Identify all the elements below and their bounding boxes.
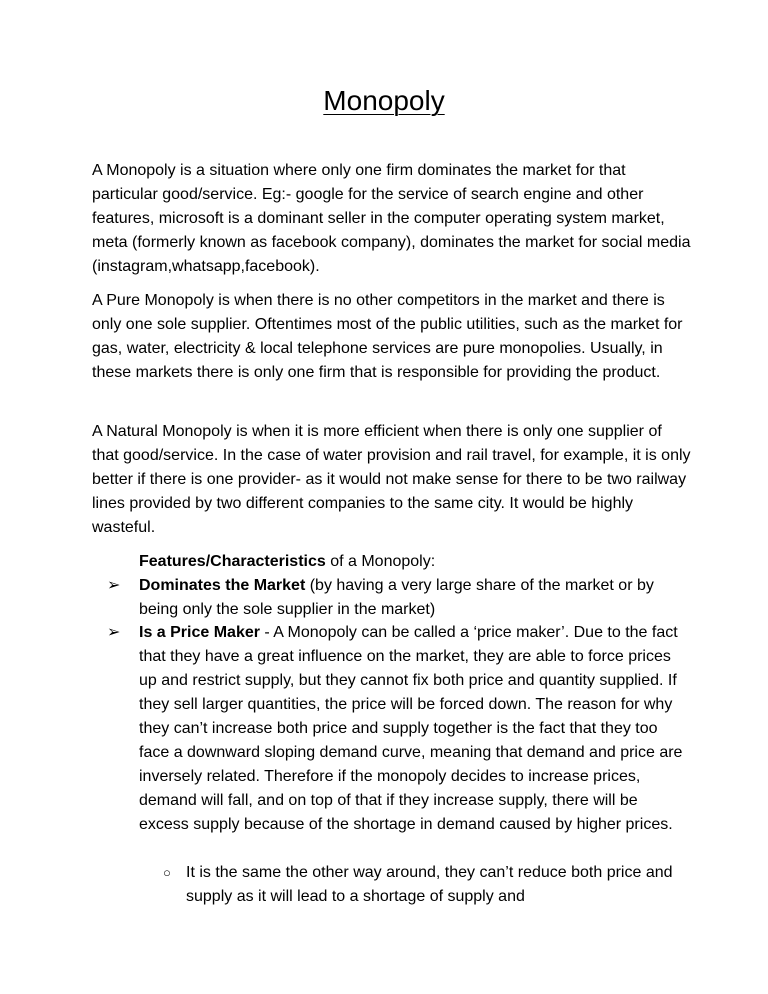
- circle-bullet-icon: ○: [163, 865, 171, 880]
- arrow-bullet-icon: ➢: [107, 624, 121, 641]
- list-item-bold: Is a Price Maker: [139, 624, 260, 641]
- features-heading-bold: Features/Characteristics: [139, 553, 326, 570]
- features-heading-rest: of a Monopoly:: [325, 553, 436, 570]
- arrow-bullet-icon: ➢: [107, 577, 121, 594]
- list-item-text: (by having a very large share of the market or by being only the sole supplier in the market): [139, 577, 654, 618]
- paragraph-pure-monopoly: A Pure Monopoly is when there is no other competitors in the market and there is only one sole supplier. Oftentimes most of the public utilities, such as the market for gas, water, electricity & local telephone services are pure monopolies. Usually, in these markets there is only one firm that is responsible for providing the product.: [92, 292, 683, 381]
- list-item-dominates-market: [139, 574, 691, 622]
- page-title: Monopoly: [323, 85, 445, 116]
- list-item-bold: Dominates the Market: [139, 577, 306, 594]
- list-item-price-maker: [139, 621, 691, 837]
- sub-list-item: It is the same the other way around, they can’t reduce both price and supply as it will lead to a shortage of supply and: [186, 864, 673, 905]
- features-heading: [139, 550, 699, 574]
- list-item-text: - A Monopoly can be called a ‘price maker’. Due to the fact that they have a great influence on the market, they are able to force prices up and restrict supply, but they cannot fix both price and quantity supplied. If they sell larger quantities, the price will be forced down. The reason for why they can’t increase both price and supply together is the fact that they too face a downward sloping demand curve, meaning that demand and price are inversely related. Therefore if the monopoly decides to increase prices, demand will fall, and on top of that if they increase supply, there will be excess supply because of the shortage in demand caused by higher prices.: [139, 624, 683, 833]
- paragraph-monopoly-definition: A Monopoly is a situation where only one firm dominates the market for that particular good/service. Eg:- google for the service of search engine and other features, microsoft is a dominant seller in the computer operating system market, meta (formerly known as facebook company), dominates the market for social media (instagram,whatsapp,facebook).: [92, 162, 691, 275]
- paragraph-natural-monopoly: A Natural Monopoly is when it is more efficient when there is only one supplier of that good/service. In the case of water provision and rail travel, for example, it is only better if there is one provider- as it would not make sense for there to be two railway lines provided by two different companies to the same city. It would be highly wasteful.: [92, 423, 691, 536]
